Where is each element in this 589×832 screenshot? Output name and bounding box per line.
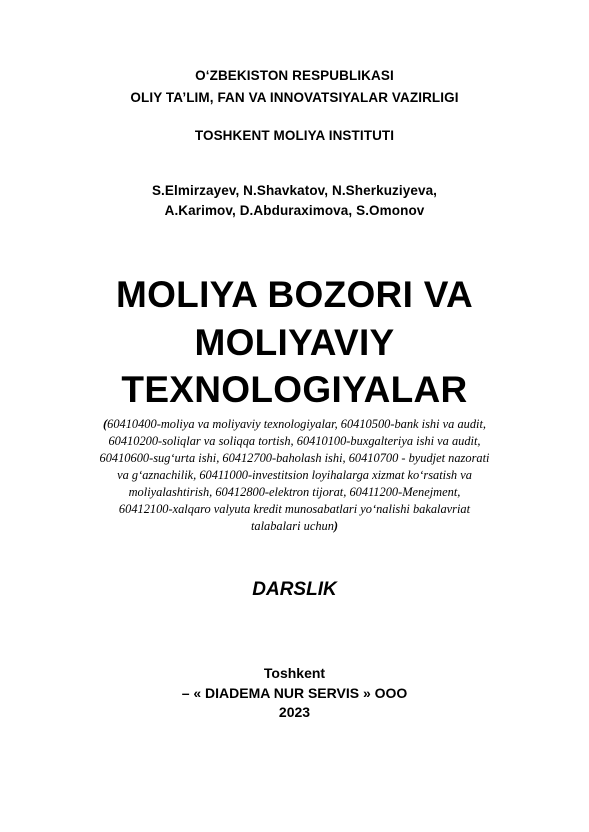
specialties-line-6: 60412100-xalqaro valyuta kredit munosabatlari yo‘nalishi bakalavriat (118, 502, 471, 516)
close-parenthesis: ) (333, 519, 339, 533)
ministry-country: O‘ZBEKISTON RESPUBLIKASI (195, 68, 394, 83)
institute-name: TOSHKENT MOLIYA INSTITUTI (194, 128, 395, 143)
authors-line-1: S.Elmirzayev, N.Shavkatov, N.Sherkuziyeva, (151, 183, 438, 198)
authors-line-2: A.Karimov, D.Abduraximova, S.Omonov (164, 203, 425, 218)
publisher-name: – « DIADEMA NUR SERVIS » OOO (181, 685, 408, 701)
ministry-name: OLIY TA’LIM, FAN VA INNOVATSIYALAR VAZIRLIGI (130, 90, 459, 105)
specialties-line-2: 60410200-soliqlar va soliqqa tortish, 60410100-buxgalteriya ishi va audit, (108, 434, 481, 448)
specialties-line-5: moliyalashtirish, 60412800-elektron tijorat, 60411200-Menejment, (128, 485, 461, 499)
specialties-text-1: 60410400-moliya va moliyaviy texnologiyalar, 60410500-bank ishi va audit, (107, 417, 487, 431)
specialties-line-3: 60410600-sug‘urta ishi, 60412700-baholash ishi, 60410700 - byudjet nazorati (99, 451, 490, 465)
book-title-line-3: TEXNOLOGIYALAR (121, 369, 468, 410)
publication-year: 2023 (278, 704, 311, 720)
specialties-text-7: talabalari uchun (250, 519, 334, 533)
book-title-line-1: MOLIYA BOZORI VA (115, 274, 473, 315)
specialties-line-4: va g‘aznachilik, 60411000-investitsion loyihalarga xizmat ko‘rsatish va (117, 468, 472, 482)
specialties-line-7 (0, 519, 589, 534)
book-title-line-2: MOLIYAVIY (194, 322, 395, 363)
publication-city: Toshkent (263, 665, 326, 681)
specialties-line-1 (0, 417, 589, 432)
book-type: DARSLIK (252, 579, 337, 600)
open-parenthesis: ( (102, 417, 108, 431)
